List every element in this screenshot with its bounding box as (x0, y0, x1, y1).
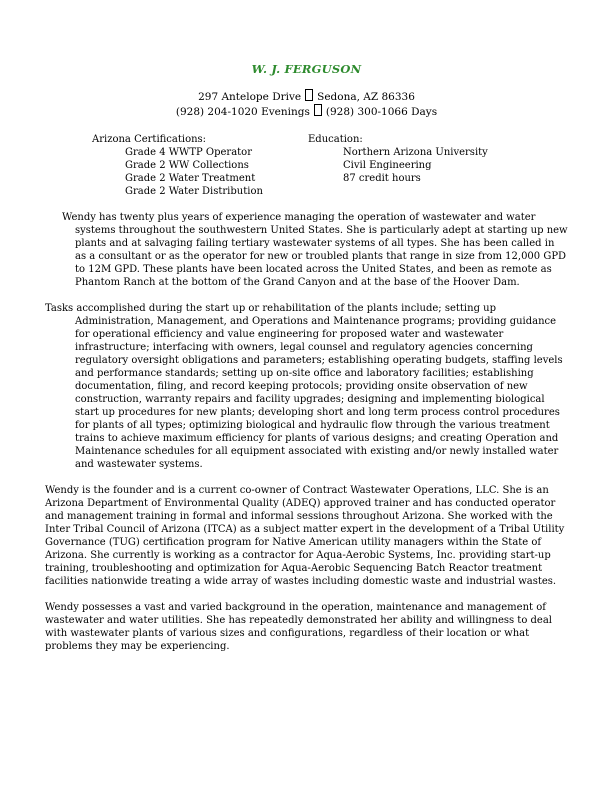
contact-block (45, 89, 568, 119)
credentials-block (92, 133, 568, 198)
phone-evenings: (928) 204-1020 Evenings (175, 106, 310, 118)
missing-glyph-box-icon (314, 104, 322, 116)
address-street: 297 Antelope Drive (198, 91, 302, 103)
education-list (308, 146, 568, 185)
education-item: 87 credit hours (343, 173, 421, 184)
summary-paragraph-tasks: Tasks accomplished during the start up or rehabilitation of the plants include; setting up Administration, Management, and Operations and Maintenance programs; providing guidance for operational efficiency and value engineering for proposed water and wastewater infrastructure; interfacing with owners, legal counsel and regulatory agencies concerning regulatory oversight obligations and parameters; establishing operating budgets, staffing levels and performance standards; setting up on-site office and laboratory facilities; establishing documentation, filing, and record keeping protocols; providing onsite observation of new construction, warranty repairs and facility upgrades; designing and implementing biological start up procedures for new plants; developing short and long term process control procedures for plants of all types; optimizing biological and hydraulic flow through the various treatment trains to achieve maximum efficiency for plants of various designs; and creating Operation and Maintenance schedules for all equipment associated with existing and/or newly installed water and wastewater systems. (45, 303, 563, 470)
certifications-list (92, 146, 308, 198)
phone-line (45, 104, 568, 119)
education-label: Education: (308, 134, 363, 145)
certification-item: Grade 2 Water Distribution (125, 186, 263, 197)
education-item: Northern Arizona University (343, 147, 488, 158)
certifications-column (92, 133, 308, 198)
education-item: Civil Engineering (343, 160, 432, 171)
education-column (308, 133, 568, 198)
missing-glyph-box-icon (305, 89, 313, 101)
address-city: Sedona, AZ 86336 (317, 91, 415, 103)
phone-days: (928) 300-1066 Days (325, 106, 438, 118)
certifications-label: Arizona Certifications: (92, 134, 207, 145)
summary-paragraph-company: Wendy is the founder and is a current co-owner of Contract Wastewater Operations, LLC. She is an Arizona Department of Environmental Quality (ADEQ) approved trainer and has conducted operator and management training in formal and informal sessions throughout Arizona. She worked with the Inter Tribal Council of Arizona (ITCA) as a subject matter expert in the development of a Tribal Utility Governance (TUG) certification program for Native American utility managers within the State of Arizona. She currently is working as a contractor for Aqua-Aerobic Systems, Inc. providing start-up training, troubleshooting and optimization for Aqua-Aerobic Sequencing Batch Reactor treatment facilities nationwide treating a wide array of wastes including domestic waste and industrial wastes. (45, 485, 565, 587)
summary-paragraph-experience: Wendy has twenty plus years of experience managing the operation of wastewater and water systems throughout the southwestern United States. She is particularly adept at starting up new plants and at salvaging failing tertiary wastewater systems of all types. She has been called in as a consultant or as the operator for new or troubled plants that range in size from 12,000 GPD to 12M GPD. These plants have been located across the United States, and been as remote as Phantom Ranch at the bottom of the Grand Canyon and at the base of the Hoover Dam. (62, 212, 568, 288)
certification-item: Grade 2 WW Collections (125, 160, 249, 171)
address-line (45, 89, 568, 104)
certification-item: Grade 4 WWTP Operator (125, 147, 252, 158)
person-name: W. J. FERGUSON (251, 62, 362, 76)
summary-paragraph-background: Wendy possesses a vast and varied background in the operation, maintenance and management of wastewater and water utilities. She has repeatedly demonstrated her ability and willingness to deal with wastewater plants of various sizes and configurations, regardless of their location or what problems they may be experiencing. (45, 602, 552, 652)
certification-item: Grade 2 Water Treatment (125, 173, 256, 184)
